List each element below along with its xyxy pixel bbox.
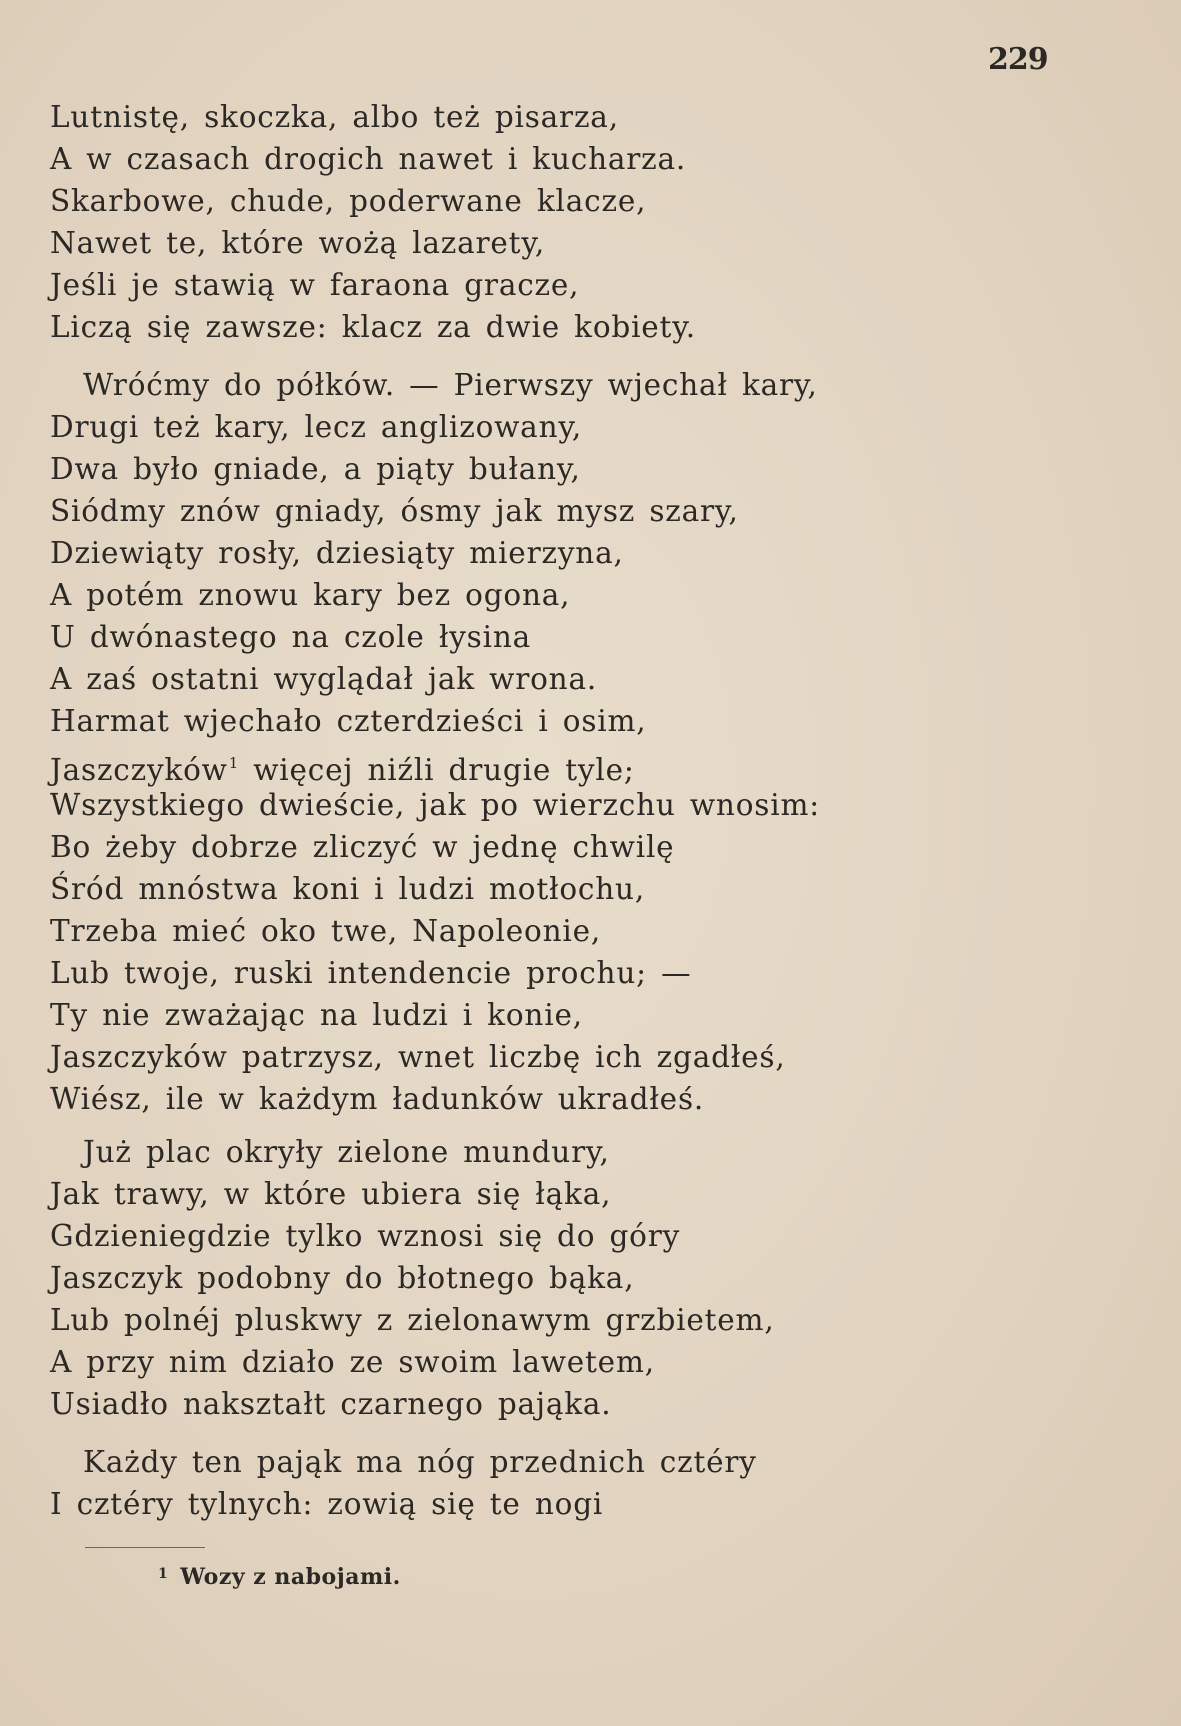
verse-line: A w czasach drogich nawet i kucharza. [50, 142, 687, 176]
verse-line: A przy nim działo ze swoim lawetem, [50, 1345, 655, 1379]
footnote [158, 1564, 401, 1590]
verse-line: Dwa było gniade, a piąty bułany, [50, 452, 581, 486]
verse-line: Już plac okryły zielone mundury, [83, 1135, 610, 1169]
stanza-3 [50, 1131, 1130, 1425]
verse-line: Nawet te, które wożą lazarety, [50, 226, 546, 260]
verse-line: Gdzieniegdzie tylko wznosi się do góry [50, 1219, 681, 1253]
verse-line: Trzeba mieć oko twe, Napoleonie, [50, 914, 602, 948]
verse-line: Siódmy znów gniady, ósmy jak mysz szary, [50, 494, 739, 528]
verse-line: Wiész, ile w każdym ładunków ukradłeś. [50, 1082, 705, 1116]
stanza-4 [50, 1441, 1130, 1525]
verse-line: Jaszczyk podobny do błotnego bąka, [50, 1261, 635, 1295]
verse-line: Wszystkiego dwieście, jak po wierzchu wnosim: [50, 788, 820, 822]
verse-line: Harmat wjechało czterdzieści i osim, [50, 704, 647, 738]
verse-line: Jak trawy, w które ubiera się łąka, [50, 1177, 612, 1211]
verse-line: A potém znowu kary bez ogona, [50, 578, 571, 612]
verse-line: Lub polnéj pluskwy z zielonawym grzbietem, [50, 1303, 775, 1337]
footnote-marker: 1 [158, 1566, 169, 1582]
verse-line-end: więcej niźli drugie tyle; [253, 753, 635, 787]
verse-line: Wróćmy do półków. — Pierwszy wjechał kary, [83, 368, 818, 402]
verse-line-start: Jaszczyków [50, 753, 228, 787]
footnote-divider [85, 1547, 205, 1548]
page-number: 229 [988, 42, 1048, 77]
verse-line: Jeśli je stawią w faraona gracze, [50, 268, 580, 302]
verse-line: U dwónastego na czole łysina [50, 620, 532, 654]
verse-line: I cztéry tylnych: zowią się te nogi [50, 1487, 604, 1521]
verse-line: Skarbowe, chude, poderwane klacze, [50, 184, 647, 218]
footnote-text: Wozy z nabojami. [180, 1564, 401, 1590]
verse-line: Dziewiąty rosły, dziesiąty mierzyna, [50, 536, 624, 570]
stanza-2 [50, 364, 1130, 1120]
verse-line-with-footnote-ref [50, 742, 1130, 787]
stanza-1 [50, 96, 1130, 348]
verse-line: Lutnistę, skoczka, albo też pisarza, [50, 100, 619, 134]
verse-line: Śród mnóstwa koni i ludzi motłochu, [50, 872, 646, 906]
verse-line: Jaszczyków patrzysz, wnet liczbę ich zgadłeś, [50, 1040, 786, 1074]
verse-line: A zaś ostatni wyglądał jak wrona. [50, 662, 598, 696]
verse-line: Ty nie zważając na ludzi i konie, [50, 998, 583, 1032]
verse-line: Każdy ten pająk ma nóg przednich cztéry [83, 1445, 757, 1479]
verse-line: Liczą się zawsze: klacz za dwie kobiety. [50, 310, 696, 344]
verse-line: Drugi też kary, lecz anglizowany, [50, 410, 583, 444]
footnote-reference: 1 [228, 754, 240, 772]
verse-line: Usiadło nakształt czarnego pająka. [50, 1387, 612, 1421]
verse-line: Bo żeby dobrze zliczyć w jednę chwilę [50, 830, 675, 864]
verse-line: Lub twoje, ruski intendencie prochu; — [50, 956, 692, 990]
